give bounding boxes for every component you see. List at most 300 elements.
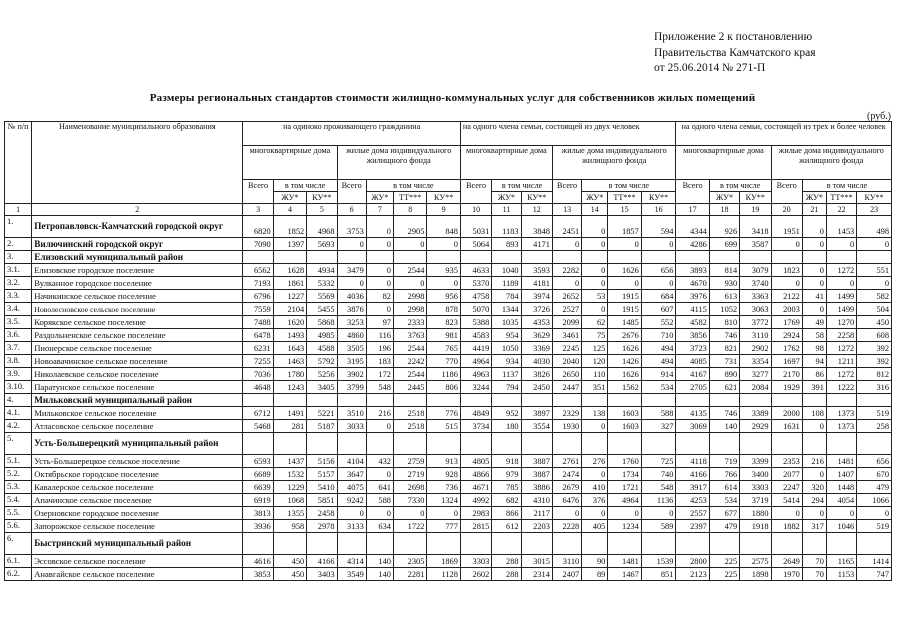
value-cell [337, 533, 366, 555]
row-number: 3.3. [5, 290, 32, 303]
value-cell: 2800 [676, 555, 709, 568]
value-cell: 2676 [608, 329, 641, 342]
value-cell: 0 [857, 507, 892, 520]
column-index: 22 [826, 204, 856, 216]
value-cell: 958 [273, 520, 306, 533]
value-cell [427, 251, 461, 264]
value-cell: 0 [366, 420, 393, 433]
value-cell [676, 251, 709, 264]
value-cell [521, 533, 552, 555]
value-cell: 2679 [552, 481, 581, 494]
value-cell [427, 394, 461, 407]
value-cell: 4985 [307, 329, 337, 342]
table-row [5, 494, 892, 507]
value-cell [492, 533, 521, 555]
value-cell: 2719 [393, 468, 426, 481]
table-row [5, 533, 892, 555]
value-cell: 5569 [307, 290, 337, 303]
value-cell: 3593 [521, 264, 552, 277]
value-cell: 2077 [771, 468, 802, 481]
table-row [5, 420, 892, 433]
value-cell: 1426 [608, 355, 641, 368]
value-cell: 1050 [492, 342, 521, 355]
value-cell: 656 [641, 264, 676, 277]
value-cell: 1898 [740, 568, 771, 581]
header-incl: в том числе [709, 180, 771, 192]
table-row [5, 355, 892, 368]
value-cell: 2652 [552, 290, 581, 303]
appendix-line-1: Приложение 2 к постановлению [654, 31, 813, 43]
value-cell: 6820 [243, 216, 273, 238]
appendix-line-2: Правительства Камчатского края [654, 46, 816, 59]
value-cell: 4964 [460, 355, 491, 368]
value-cell: 866 [492, 507, 521, 520]
value-cell: 935 [427, 264, 461, 277]
header-izh-2: жилые дома индивидуального жилищного фонда [552, 146, 675, 180]
value-cell [740, 394, 771, 407]
value-cell: 1721 [608, 481, 641, 494]
value-cell: 1397 [273, 238, 306, 251]
value-cell: 4344 [676, 216, 709, 238]
header-tt: ТТ*** [608, 192, 641, 204]
value-cell: 3887 [521, 468, 552, 481]
value-cell: 1128 [427, 568, 461, 581]
value-cell: 0 [552, 238, 581, 251]
header-incl: в том числе [492, 180, 553, 192]
value-cell: 589 [641, 520, 676, 533]
value-cell: 82 [366, 290, 393, 303]
value-cell: 3033 [337, 420, 366, 433]
value-cell: 806 [427, 381, 461, 394]
value-cell: 614 [709, 481, 739, 494]
value-cell [608, 394, 641, 407]
value-cell: 3303 [460, 555, 491, 568]
value-cell: 5370 [460, 277, 491, 290]
value-cell: 0 [393, 507, 426, 520]
value-cell: 1046 [826, 520, 856, 533]
row-number: 1. [5, 216, 32, 238]
table-row [5, 290, 892, 303]
value-cell: 1407 [826, 468, 856, 481]
value-cell [802, 533, 826, 555]
value-cell: 0 [393, 277, 426, 290]
value-cell: 2518 [393, 407, 426, 420]
municipality-name: Раздольненское сельское поселение [32, 329, 243, 342]
value-cell: 0 [857, 238, 892, 251]
value-cell: 1823 [771, 264, 802, 277]
value-cell: 1915 [608, 303, 641, 316]
value-cell: 4866 [460, 468, 491, 481]
value-cell: 294 [802, 494, 826, 507]
value-cell [552, 251, 581, 264]
header-num: № п/п [5, 122, 32, 204]
value-cell [857, 251, 892, 264]
value-cell: 53 [582, 290, 608, 303]
value-cell: 725 [641, 455, 676, 468]
value-cell: 2247 [771, 481, 802, 494]
value-cell: 765 [427, 342, 461, 355]
value-cell: 740 [641, 468, 676, 481]
value-cell: 1272 [826, 342, 856, 355]
column-index: 7 [366, 204, 393, 216]
value-cell: 5156 [307, 455, 337, 468]
value-cell: 934 [492, 355, 521, 368]
value-cell: 0 [608, 507, 641, 520]
value-cell: 3069 [676, 420, 709, 433]
value-cell: 6796 [243, 290, 273, 303]
value-cell: 515 [427, 420, 461, 433]
value-cell: 3110 [740, 329, 771, 342]
value-cell: 3015 [521, 555, 552, 568]
header-ku: КУ** [427, 192, 461, 204]
value-cell: 5388 [460, 316, 491, 329]
municipality-name: Анавгайское сельское поселение [32, 568, 243, 581]
value-cell: 0 [582, 238, 608, 251]
value-cell: 70 [802, 568, 826, 581]
value-cell: 6639 [243, 481, 273, 494]
value-cell: 2998 [393, 303, 426, 316]
value-cell: 0 [802, 277, 826, 290]
municipality-name: Эссовское сельское поселение [32, 555, 243, 568]
value-cell: 450 [857, 316, 892, 329]
value-cell: 4104 [337, 455, 366, 468]
value-cell: 4583 [460, 329, 491, 342]
value-cell: 1324 [427, 494, 461, 507]
value-cell: 4171 [521, 238, 552, 251]
value-cell [273, 533, 306, 555]
value-cell: 504 [857, 303, 892, 316]
value-cell: 4992 [460, 494, 491, 507]
column-index: 19 [740, 204, 771, 216]
value-cell: 410 [582, 481, 608, 494]
value-cell: 534 [641, 381, 676, 394]
value-cell: 2649 [771, 555, 802, 568]
value-cell: 928 [427, 468, 461, 481]
municipality-name: Быстринский муниципальный район [32, 533, 243, 555]
value-cell: 4849 [460, 407, 491, 420]
value-cell: 954 [492, 329, 521, 342]
value-cell [273, 433, 306, 455]
value-cell: 1453 [826, 216, 856, 238]
value-cell: 3554 [521, 420, 552, 433]
value-cell: 7255 [243, 355, 273, 368]
value-cell [307, 533, 337, 555]
value-cell: 634 [366, 520, 393, 533]
value-cell: 7330 [393, 494, 426, 507]
value-cell: 0 [826, 277, 856, 290]
value-cell: 3195 [337, 355, 366, 368]
value-cell: 2761 [552, 455, 581, 468]
municipality-name: Кавалерское сельское поселение [32, 481, 243, 494]
value-cell: 3403 [307, 568, 337, 581]
header-mkd-1: многоквартирные дома [243, 146, 337, 180]
value-cell: 736 [427, 481, 461, 494]
value-cell: 551 [857, 264, 892, 277]
value-cell: 926 [709, 216, 739, 238]
value-cell: 3549 [337, 568, 366, 581]
column-index: 9 [427, 204, 461, 216]
unit-label: (руб.) [867, 111, 891, 122]
value-cell: 1066 [857, 494, 892, 507]
value-cell [243, 251, 273, 264]
row-number: 2. [5, 238, 32, 251]
value-cell: 94 [802, 355, 826, 368]
value-cell: 0 [641, 507, 676, 520]
value-cell: 6231 [243, 342, 273, 355]
column-index: 5 [307, 204, 337, 216]
value-cell: 0 [641, 277, 676, 290]
value-cell: 2978 [307, 520, 337, 533]
value-cell: 3363 [740, 290, 771, 303]
table-row [5, 238, 892, 251]
table-row [5, 568, 892, 581]
value-cell: 4616 [243, 555, 273, 568]
value-cell: 3647 [337, 468, 366, 481]
value-cell: 3479 [337, 264, 366, 277]
appendix-line-3: от 25.06.2014 № 271-П [654, 62, 766, 74]
value-cell [826, 433, 856, 455]
column-index: 17 [676, 204, 709, 216]
header-incl: в том числе [802, 180, 891, 192]
value-cell: 0 [802, 216, 826, 238]
header-zhu: ЖУ* [492, 192, 521, 204]
value-cell: 1762 [771, 342, 802, 355]
value-cell: 777 [427, 520, 461, 533]
value-cell: 116 [366, 329, 393, 342]
value-cell: 812 [857, 368, 892, 381]
value-cell: 391 [802, 381, 826, 394]
value-cell: 2245 [552, 342, 581, 355]
value-cell [709, 433, 739, 455]
value-cell: 3418 [740, 216, 771, 238]
value-cell: 3303 [740, 481, 771, 494]
municipality-name: Усть-Большерецкое сельское поселение [32, 455, 243, 468]
value-cell: 2929 [740, 420, 771, 433]
value-cell [273, 394, 306, 407]
value-cell: 4582 [676, 316, 709, 329]
value-cell: 225 [709, 568, 739, 581]
value-cell: 2170 [771, 368, 802, 381]
value-cell: 1355 [273, 507, 306, 520]
header-tt: ТТ*** [393, 192, 426, 204]
value-cell: 1857 [608, 216, 641, 238]
value-cell: 6562 [243, 264, 273, 277]
value-cell: 1344 [492, 303, 521, 316]
value-cell: 810 [709, 316, 739, 329]
value-cell: 5031 [460, 216, 491, 238]
value-cell: 1272 [826, 264, 856, 277]
value-cell: 98 [802, 342, 826, 355]
value-cell: 1243 [273, 381, 306, 394]
value-cell: 1734 [608, 468, 641, 481]
value-cell [243, 433, 273, 455]
value-cell: 4054 [826, 494, 856, 507]
header-total: Всего [337, 180, 366, 204]
value-cell: 0 [608, 277, 641, 290]
value-cell: 4588 [307, 342, 337, 355]
value-cell: 432 [366, 455, 393, 468]
value-cell [608, 533, 641, 555]
value-cell: 1137 [492, 368, 521, 381]
value-cell: 3587 [740, 238, 771, 251]
value-cell: 0 [366, 468, 393, 481]
value-cell: 216 [366, 407, 393, 420]
value-cell: 2407 [552, 568, 581, 581]
value-cell: 534 [709, 494, 739, 507]
value-cell [552, 433, 581, 455]
value-cell [641, 394, 676, 407]
value-cell: 2527 [552, 303, 581, 316]
value-cell: 5332 [307, 277, 337, 290]
row-number: 3.10. [5, 381, 32, 394]
value-cell: 1052 [709, 303, 739, 316]
value-cell [582, 433, 608, 455]
header-ku: КУ** [641, 192, 676, 204]
value-cell: 2445 [393, 381, 426, 394]
value-cell: 670 [857, 468, 892, 481]
row-number: 6.1. [5, 555, 32, 568]
column-index: 23 [857, 204, 892, 216]
value-cell [608, 251, 641, 264]
value-cell: 582 [857, 290, 892, 303]
value-cell: 3461 [552, 329, 581, 342]
value-cell: 2815 [460, 520, 491, 533]
value-cell: 0 [582, 303, 608, 316]
value-cell: 0 [337, 238, 366, 251]
column-index: 20 [771, 204, 802, 216]
value-cell [460, 533, 491, 555]
municipality-name: Николаевское сельское поселение [32, 368, 243, 381]
value-cell: 588 [641, 407, 676, 420]
value-cell: 770 [427, 355, 461, 368]
municipality-name: Новоавачинское сельское поселение [32, 355, 243, 368]
value-cell: 1929 [771, 381, 802, 394]
value-cell [582, 251, 608, 264]
value-cell: 258 [857, 420, 892, 433]
row-number: 5.4. [5, 494, 32, 507]
municipality-name: Мильковское сельское поселение [32, 407, 243, 420]
value-cell: 4805 [460, 455, 491, 468]
value-cell: 548 [641, 481, 676, 494]
value-cell: 86 [802, 368, 826, 381]
value-cell: 183 [366, 355, 393, 368]
value-cell: 0 [802, 303, 826, 316]
header-incl: в том числе [582, 180, 676, 192]
value-cell [460, 251, 491, 264]
value-cell: 4968 [307, 216, 337, 238]
value-cell: 140 [709, 420, 739, 433]
row-number: 3.9. [5, 368, 32, 381]
table-row [5, 316, 892, 329]
value-cell: 5792 [307, 355, 337, 368]
value-cell [460, 394, 491, 407]
document-title: Размеры региональных стандартов стоимости жилищно-коммунальных услуг для собственников жилых помещений [149, 92, 756, 104]
value-cell: 3740 [740, 277, 771, 290]
value-cell [393, 433, 426, 455]
value-cell [393, 394, 426, 407]
value-cell: 2104 [273, 303, 306, 316]
value-cell: 4419 [460, 342, 491, 355]
value-cell [307, 251, 337, 264]
municipality-name: Атласовское сельское поселение [32, 420, 243, 433]
header-incl: в том числе [273, 180, 337, 192]
value-cell: 2203 [521, 520, 552, 533]
value-cell: 4758 [460, 290, 491, 303]
value-cell: 2450 [521, 381, 552, 394]
header-group-single: на одиноко проживающего гражданина [243, 122, 461, 146]
value-cell: 3389 [740, 407, 771, 420]
value-cell: 327 [641, 420, 676, 433]
value-cell: 4166 [307, 555, 337, 568]
value-cell: 3976 [676, 290, 709, 303]
value-cell: 3400 [740, 468, 771, 481]
value-cell: 3753 [337, 216, 366, 238]
value-cell: 4036 [337, 290, 366, 303]
value-cell: 4314 [337, 555, 366, 568]
value-cell: 3853 [243, 568, 273, 581]
value-cell: 2003 [771, 303, 802, 316]
row-number: 3.2. [5, 277, 32, 290]
value-cell [740, 533, 771, 555]
header-ku: КУ** [740, 192, 771, 204]
value-cell: 0 [802, 420, 826, 433]
value-cell: 3902 [337, 368, 366, 381]
value-cell: 1035 [492, 316, 521, 329]
value-cell: 719 [709, 455, 739, 468]
value-cell: 49 [802, 316, 826, 329]
value-cell: 2281 [393, 568, 426, 581]
value-cell: 1373 [826, 407, 856, 420]
value-cell: 814 [709, 264, 739, 277]
value-cell: 2544 [393, 264, 426, 277]
value-cell: 1481 [826, 455, 856, 468]
value-cell: 1620 [273, 316, 306, 329]
value-cell: 5070 [460, 303, 491, 316]
value-cell: 75 [582, 329, 608, 342]
value-cell: 2544 [393, 368, 426, 381]
header-group-three: на одного члена семьи, состоящей из трех и более человек [676, 122, 892, 146]
value-cell [521, 433, 552, 455]
table-row [5, 368, 892, 381]
value-cell: 4934 [307, 264, 337, 277]
value-cell: 4166 [676, 468, 709, 481]
value-cell: 0 [641, 238, 676, 251]
value-cell [740, 433, 771, 455]
value-cell [337, 251, 366, 264]
table-row [5, 216, 892, 238]
table-row [5, 329, 892, 342]
value-cell [492, 251, 521, 264]
value-cell: 276 [582, 455, 608, 468]
value-cell: 2040 [552, 355, 581, 368]
value-cell: 5221 [307, 407, 337, 420]
value-cell: 1626 [608, 342, 641, 355]
value-cell: 851 [641, 568, 676, 581]
value-cell: 5414 [771, 494, 802, 507]
value-cell: 4118 [676, 455, 709, 468]
value-cell [521, 394, 552, 407]
value-cell: 1780 [273, 368, 306, 381]
value-cell: 794 [492, 381, 521, 394]
value-cell: 1499 [826, 290, 856, 303]
value-cell [709, 394, 739, 407]
value-cell [366, 251, 393, 264]
row-number: 5.5. [5, 507, 32, 520]
value-cell: 607 [641, 303, 676, 316]
municipality-name: Запорожское сельское поселение [32, 520, 243, 533]
value-cell: 1229 [273, 481, 306, 494]
value-cell: 2329 [552, 407, 581, 420]
